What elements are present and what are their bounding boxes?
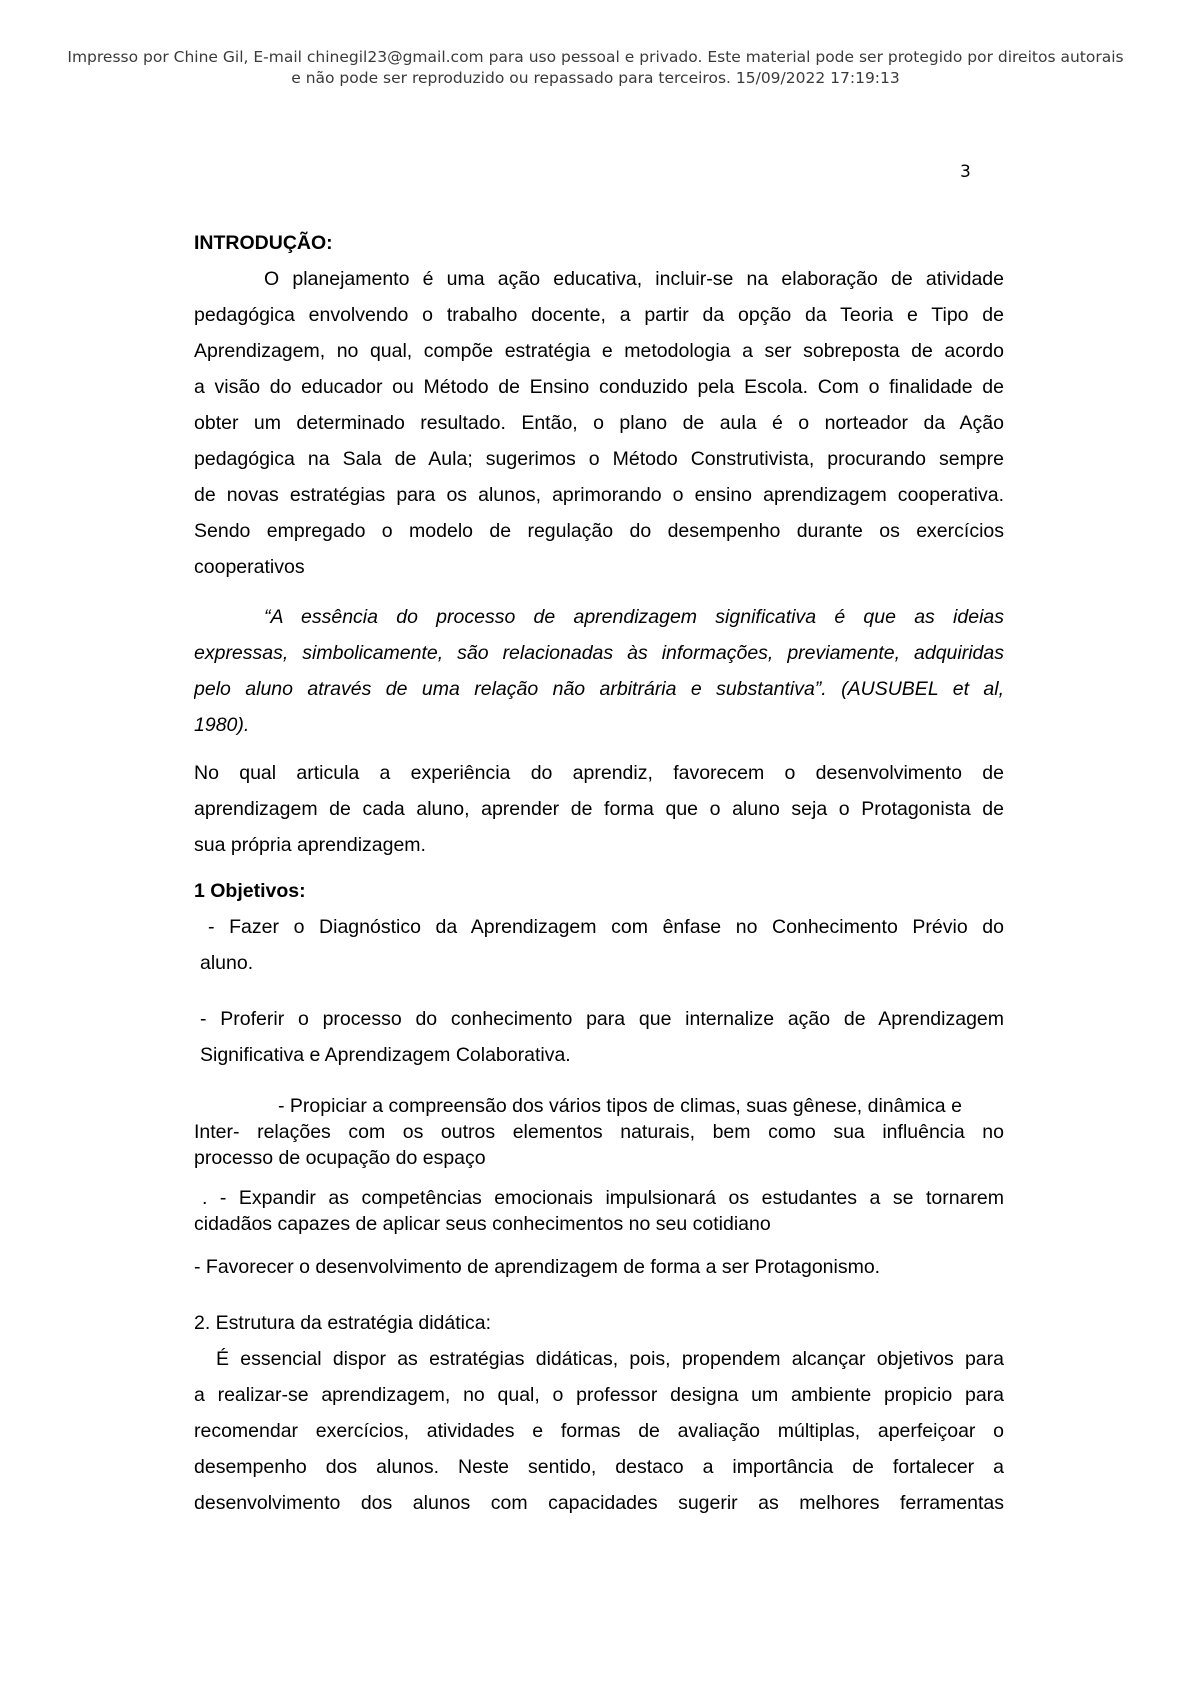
objective-item-competencias [194,1185,1004,1237]
objectives-heading: 1 Objetivos: [194,880,306,902]
text-line: No qual articula a experiência do aprendiz, favorecem o desenvolvimento de [194,762,1004,784]
objective-item-protagonismo: - Favorecer o desenvolvimento de aprendizagem de forma a ser Protagonismo. [194,1256,881,1278]
text-line: cidadãos capazes de aplicar seus conhecimentos no seu cotidiano [194,1213,771,1235]
text-line: recomendar exercícios, atividades e formas de avaliação múltiplas, aperfeiçoar o [194,1420,1004,1442]
text-line: Sendo empregado o modelo de regulação do desempenho durante os exercícios [194,520,1004,542]
text-line: aprendizagem de cada aluno, aprender de forma que o aluno seja o Protagonista de [194,798,1004,820]
quote-line: 1980). [194,714,250,736]
text-line: Aprendizagem, no qual, compõe estratégia e metodologia a ser sobreposta de acordo [194,340,1004,362]
intro-heading: INTRODUÇÃO: [194,232,333,254]
print-notice-header [40,47,1151,89]
text-line: desenvolvimento dos alunos com capacidades sugerir as melhores ferramentas [194,1492,1004,1514]
print-notice-line-1: Impresso por Chine Gil, E-mail chinegil23@gmail.com para uso pessoal e privado. Este material pode ser protegido por direitos autorais [67,48,1124,66]
text-line: processo de ocupação do espaço [194,1147,486,1169]
text-line: É essencial dispor as estratégias didáticas, pois, propendem alcançar objetivos para [216,1348,1004,1370]
text-line: - Proferir o processo do conhecimento para que internalize ação de Aprendizagem [200,1008,1004,1030]
text-line: desempenho dos alunos. Neste sentido, destaco a importância de fortalecer a [194,1456,1004,1478]
strategy-heading: 2. Estrutura da estratégia didática: [194,1312,492,1334]
objective-item-diagnostico [194,909,1004,981]
text-line: a realizar-se aprendizagem, no qual, o professor designa um ambiente propicio para [194,1384,1004,1406]
objective-item-climas [194,1093,1004,1171]
ausubel-quote [194,599,1004,743]
paragraph-aprendiz [194,755,1004,863]
text-line: obter um determinado resultado. Então, o plano de aula é o norteador da Ação [194,412,1004,434]
page-number: 3 [960,162,971,182]
text-line: cooperativos [194,556,305,578]
quote-line: expressas, simbolicamente, são relacionadas às informações, previamente, adquiridas [194,642,1004,664]
quote-line: pelo aluno através de uma relação não arbitrária e substantiva”. (AUSUBEL et al, [194,678,1004,700]
quote-line: “A essência do processo de aprendizagem significativa é que as ideias [264,606,1004,628]
text-line: pedagógica na Sala de Aula; sugerimos o Método Construtivista, procurando sempre [194,448,1004,470]
text-line: - Propiciar a compreensão dos vários tipos de climas, suas gênese, dinâmica e [278,1095,962,1117]
strategy-paragraph [194,1341,1004,1521]
text-line: de novas estratégias para os alunos, aprimorando o ensino aprendizagem cooperativa. [194,484,1004,506]
text-line: Inter- relações com os outros elementos naturais, bem como sua influência no [194,1121,1004,1143]
text-line: - Fazer o Diagnóstico da Aprendizagem com ênfase no Conhecimento Prévio do [208,916,1004,938]
text-line: a visão do educador ou Método de Ensino conduzido pela Escola. Com o finalidade de [194,376,1004,398]
intro-paragraph [194,261,1004,585]
text-line: sua própria aprendizagem. [194,834,426,856]
text-line: O planejamento é uma ação educativa, incluir-se na elaboração de atividade [264,268,1004,290]
text-line: aluno. [200,952,254,974]
objective-item-proferir [194,1001,1004,1073]
document-body [194,225,1004,1521]
text-line: pedagógica envolvendo o trabalho docente, a partir da opção da Teoria e Tipo de [194,304,1004,326]
text-line: Significativa e Aprendizagem Colaborativa. [200,1044,571,1066]
text-line: . - Expandir as competências emocionais impulsionará os estudantes a se tornarem [202,1187,1004,1209]
print-notice-line-2: e não pode ser reproduzido ou repassado para terceiros. 15/09/2022 17:19:13 [291,69,900,87]
